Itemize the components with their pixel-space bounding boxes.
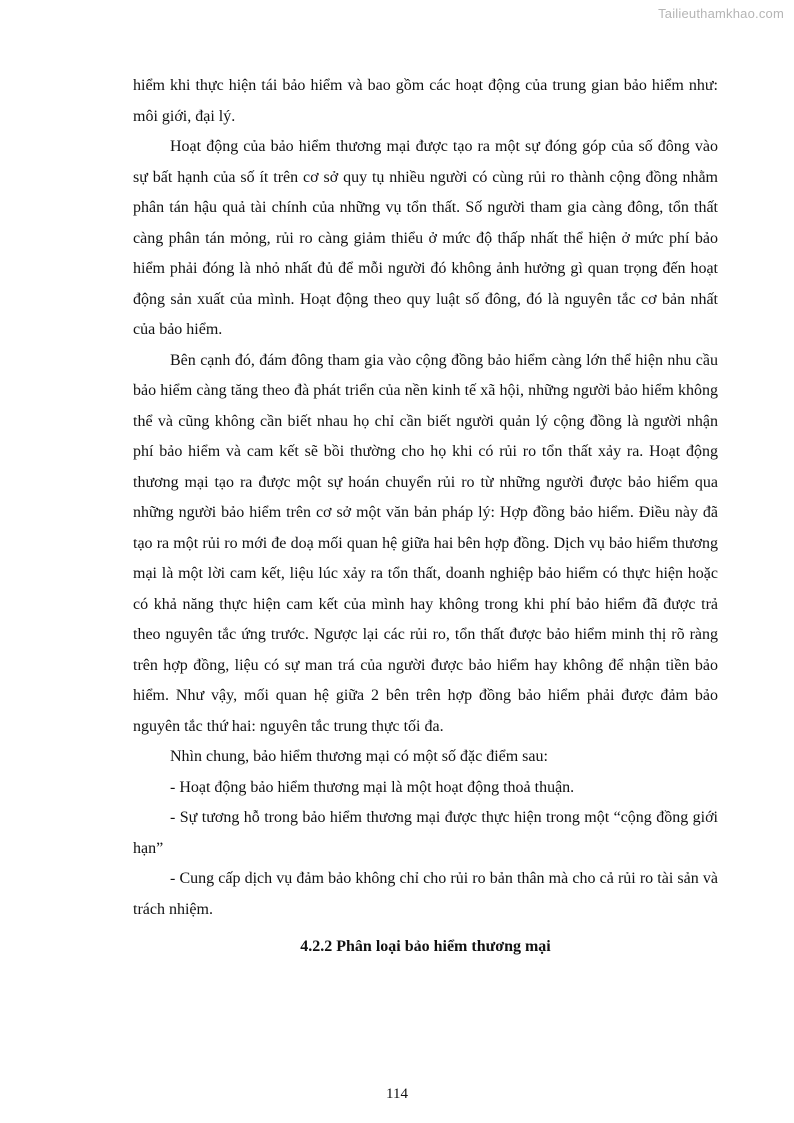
bullet-item: - Sự tương hỗ trong bảo hiểm thương mại được thực hiện trong một “cộng đồng giới hạn” xyxy=(133,809,718,857)
page-number: 114 xyxy=(386,1086,408,1102)
bullet-item: - Cung cấp dịch vụ đảm bảo không chỉ cho rủi ro bản thân mà cho cả rủi ro tài sản và trách nhiệm. xyxy=(133,870,718,918)
bullet-item: - Hoạt động bảo hiểm thương mại là một hoạt động thoả thuận. xyxy=(170,778,575,796)
paragraph-community-insurance: Bên cạnh đó, đám đông tham gia vào cộng đồng bảo hiểm càng lớn thể hiện nhu cầu bảo hiểm càng tăng theo đà phát triển của nền kinh tế xã hội, những người bảo hiểm không thể và cũng không cần biết nhau họ chỉ cần biết người quản lý cộng đồng là người nhận phí bảo hiểm và cam kết sẽ bồi thường cho họ khi có rủi ro tổn thất xảy ra. Hoạt động thương mại tạo ra được một sự hoán chuyển rủi ro từ những người được bảo hiểm qua những người bảo hiểm trên cơ sở một văn bản pháp lý: Hợp đồng bảo hiểm. Điều này đã tạo ra một rủi ro mới đe doạ mối quan hệ giữa hai bên hợp đồng. Dịch vụ bảo hiểm thương mại là một lời cam kết, liệu lúc xảy ra tổn thất, doanh nghiệp bảo hiểm có thực hiện hoặc có khả năng thực hiện cam kết của mình hay không trong khi phí bảo hiểm đã được trả theo nguyên tắc ứng trước. Ngược lại các rủi ro, tổn thất được bảo hiểm minh thị rõ ràng trên hợp đồng, liệu có sự man trá của người được bảo hiểm hay không để nhận tiền bảo hiểm. Như vậy, mối quan hệ giữa 2 bên trên hợp đồng bảo hiểm phải được đảm bảo nguyên tắc thứ hai: nguyên tắc trung thực tối đa. xyxy=(133,351,718,735)
paragraph-characteristics-intro: Nhìn chung, bảo hiểm thương mại có một số đặc điểm sau: xyxy=(170,748,548,765)
paragraph-commercial-insurance-activity: Hoạt động của bảo hiểm thương mại được tạo ra một sự đóng góp của số đông vào sự bất hạnh của số ít trên cơ sở quy tụ nhiều người có cùng rủi ro thành cộng đồng nhằm phân tán hậu quả tài chính của những vụ tổn thất. Số người tham gia càng đông, tổn thất càng phân tán mỏng, rủi ro càng giảm thiểu ở mức độ thấp nhất thể hiện ở mức phí bảo hiểm phải đóng là nhỏ nhất đủ để mỗi người đó không ảnh hưởng gì quan trọng đến hoạt động sản xuất của mình. Hoạt động theo quy luật số đông, đó là nguyên tắc cơ bản nhất của bảo hiểm. xyxy=(133,138,718,338)
watermark: Tailieuthamkhao.com xyxy=(658,6,784,21)
paragraph-continuation: hiểm khi thực hiện tái bảo hiểm và bao gồm các hoạt động của trung gian bảo hiểm như: môi giới, đại lý. xyxy=(133,77,718,125)
document-body xyxy=(133,71,718,962)
section-heading: 4.2.2 Phân loại bảo hiểm thương mại xyxy=(300,938,551,955)
